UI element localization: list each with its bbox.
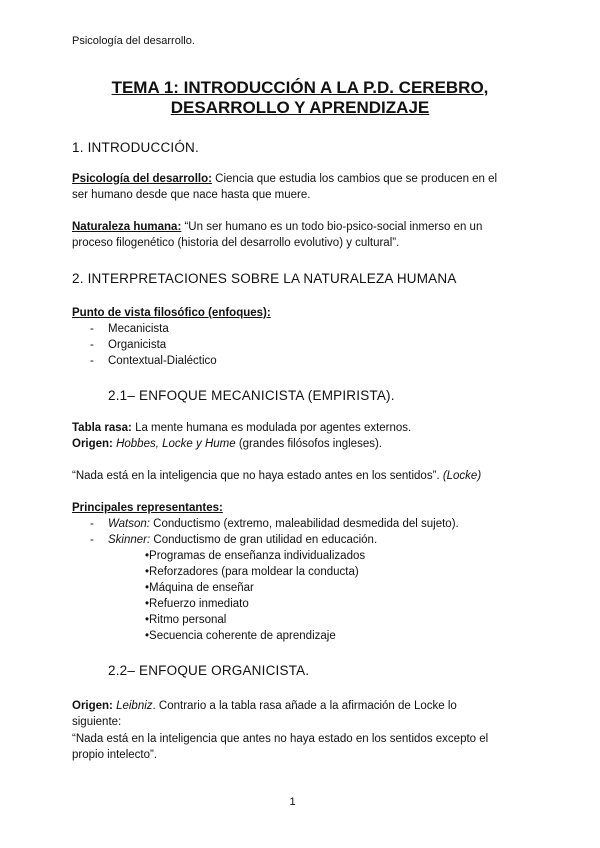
skinner-item: •Reforzadores (para moldear la conducta) xyxy=(145,566,359,578)
leibniz-quote-line-2: propio intelecto”. xyxy=(72,749,158,761)
skinner-item: •Máquina de enseñar xyxy=(145,582,254,594)
list-dash: - xyxy=(90,518,94,530)
skinner-name: Skinner: xyxy=(108,534,151,546)
list-dash: - xyxy=(90,339,94,351)
representantes-label: Principales representantes: xyxy=(72,502,223,514)
punto-de-vista-label: Punto de vista filosófico (enfoques): xyxy=(72,307,271,319)
organicista-origen-line-2: siguiente: xyxy=(72,716,122,728)
watson-text: Conductismo (extremo, maleabilidad desmedida del sujeto). xyxy=(149,518,459,530)
origen-author: Leibniz xyxy=(112,700,153,712)
list-dash: - xyxy=(90,534,94,546)
naturaleza-label: Naturaleza humana: xyxy=(72,221,182,233)
tabla-rasa-text: La mente humana es modulada por agentes externos. xyxy=(131,422,412,434)
naturaleza-definition-line-2: proceso filogenético (historia del desarrollo evolutivo) y cultural”. xyxy=(72,237,400,249)
naturaleza-text: “Un ser humano es un todo bio-psico-social inmerso en un xyxy=(181,221,483,233)
psicologia-definition-line-2: ser humano desde que nace hasta que muere. xyxy=(72,189,311,201)
quote-text: “Nada está en la inteligencia que no haya estado antes en los sentidos”. xyxy=(72,470,443,482)
document-title-line-2: DESARROLLO Y APRENDIZAJE xyxy=(170,98,430,117)
leibniz-quote-line-1: “Nada está en la inteligencia que antes no haya estado en los sentidos excepto el xyxy=(72,733,489,745)
origen-line xyxy=(72,438,382,450)
skinner-item: •Programas de enseñanza individualizados xyxy=(145,550,366,562)
psicologia-text: Ciencia que estudia los cambios que se producen en el xyxy=(211,173,498,185)
enfoque-item: Mecanicista xyxy=(108,323,169,335)
quote-author: (Locke) xyxy=(442,470,482,482)
section-2-1-heading: 2.1– ENFOQUE MECANICISTA (EMPIRISTA). xyxy=(108,388,395,403)
skinner-text: Conductismo de gran utilidad en educación. xyxy=(150,534,378,546)
origen-text: (grandes filósofos ingleses). xyxy=(235,438,383,450)
organicista-origen-line-1 xyxy=(72,700,457,712)
representante-watson xyxy=(108,518,459,530)
tabla-rasa-label: Tabla rasa: xyxy=(72,422,132,434)
enfoque-item: Organicista xyxy=(108,339,167,351)
origen-authors: Hobbes, Locke y Hume xyxy=(112,438,236,450)
locke-quote xyxy=(72,470,481,482)
list-dash: - xyxy=(90,355,94,367)
tabla-rasa-line xyxy=(72,422,411,434)
skinner-item: •Secuencia coherente de aprendizaje xyxy=(145,630,336,642)
origen-label: Origen: xyxy=(72,700,113,712)
page-number: 1 xyxy=(289,796,296,808)
section-2-2-heading: 2.2– ENFOQUE ORGANICISTA. xyxy=(108,663,310,678)
section-1-heading: 1. INTRODUCCIÓN. xyxy=(72,140,199,155)
list-dash: - xyxy=(90,323,94,335)
psicologia-definition-line-1 xyxy=(72,173,497,185)
section-2-heading: 2. INTERPRETACIONES SOBRE LA NATURALEZA HUMANA xyxy=(72,271,457,286)
running-header: Psicología del desarrollo. xyxy=(72,35,195,47)
origen-label: Origen: xyxy=(72,438,113,450)
representante-skinner xyxy=(108,534,377,546)
enfoque-item: Contextual-Dialéctico xyxy=(108,355,217,367)
psicologia-label: Psicología del desarrollo: xyxy=(72,173,212,185)
naturaleza-definition-line-1 xyxy=(72,221,482,233)
origen-text: . Contrario a la tabla rasa añade a la afirmación de Locke lo xyxy=(152,700,457,712)
skinner-item: •Refuerzo inmediato xyxy=(145,598,249,610)
watson-name: Watson: xyxy=(108,518,150,530)
skinner-item: •Ritmo personal xyxy=(145,614,227,626)
document-title-line-1: TEMA 1: INTRODUCCIÓN A LA P.D. CEREBRO, xyxy=(111,78,489,97)
